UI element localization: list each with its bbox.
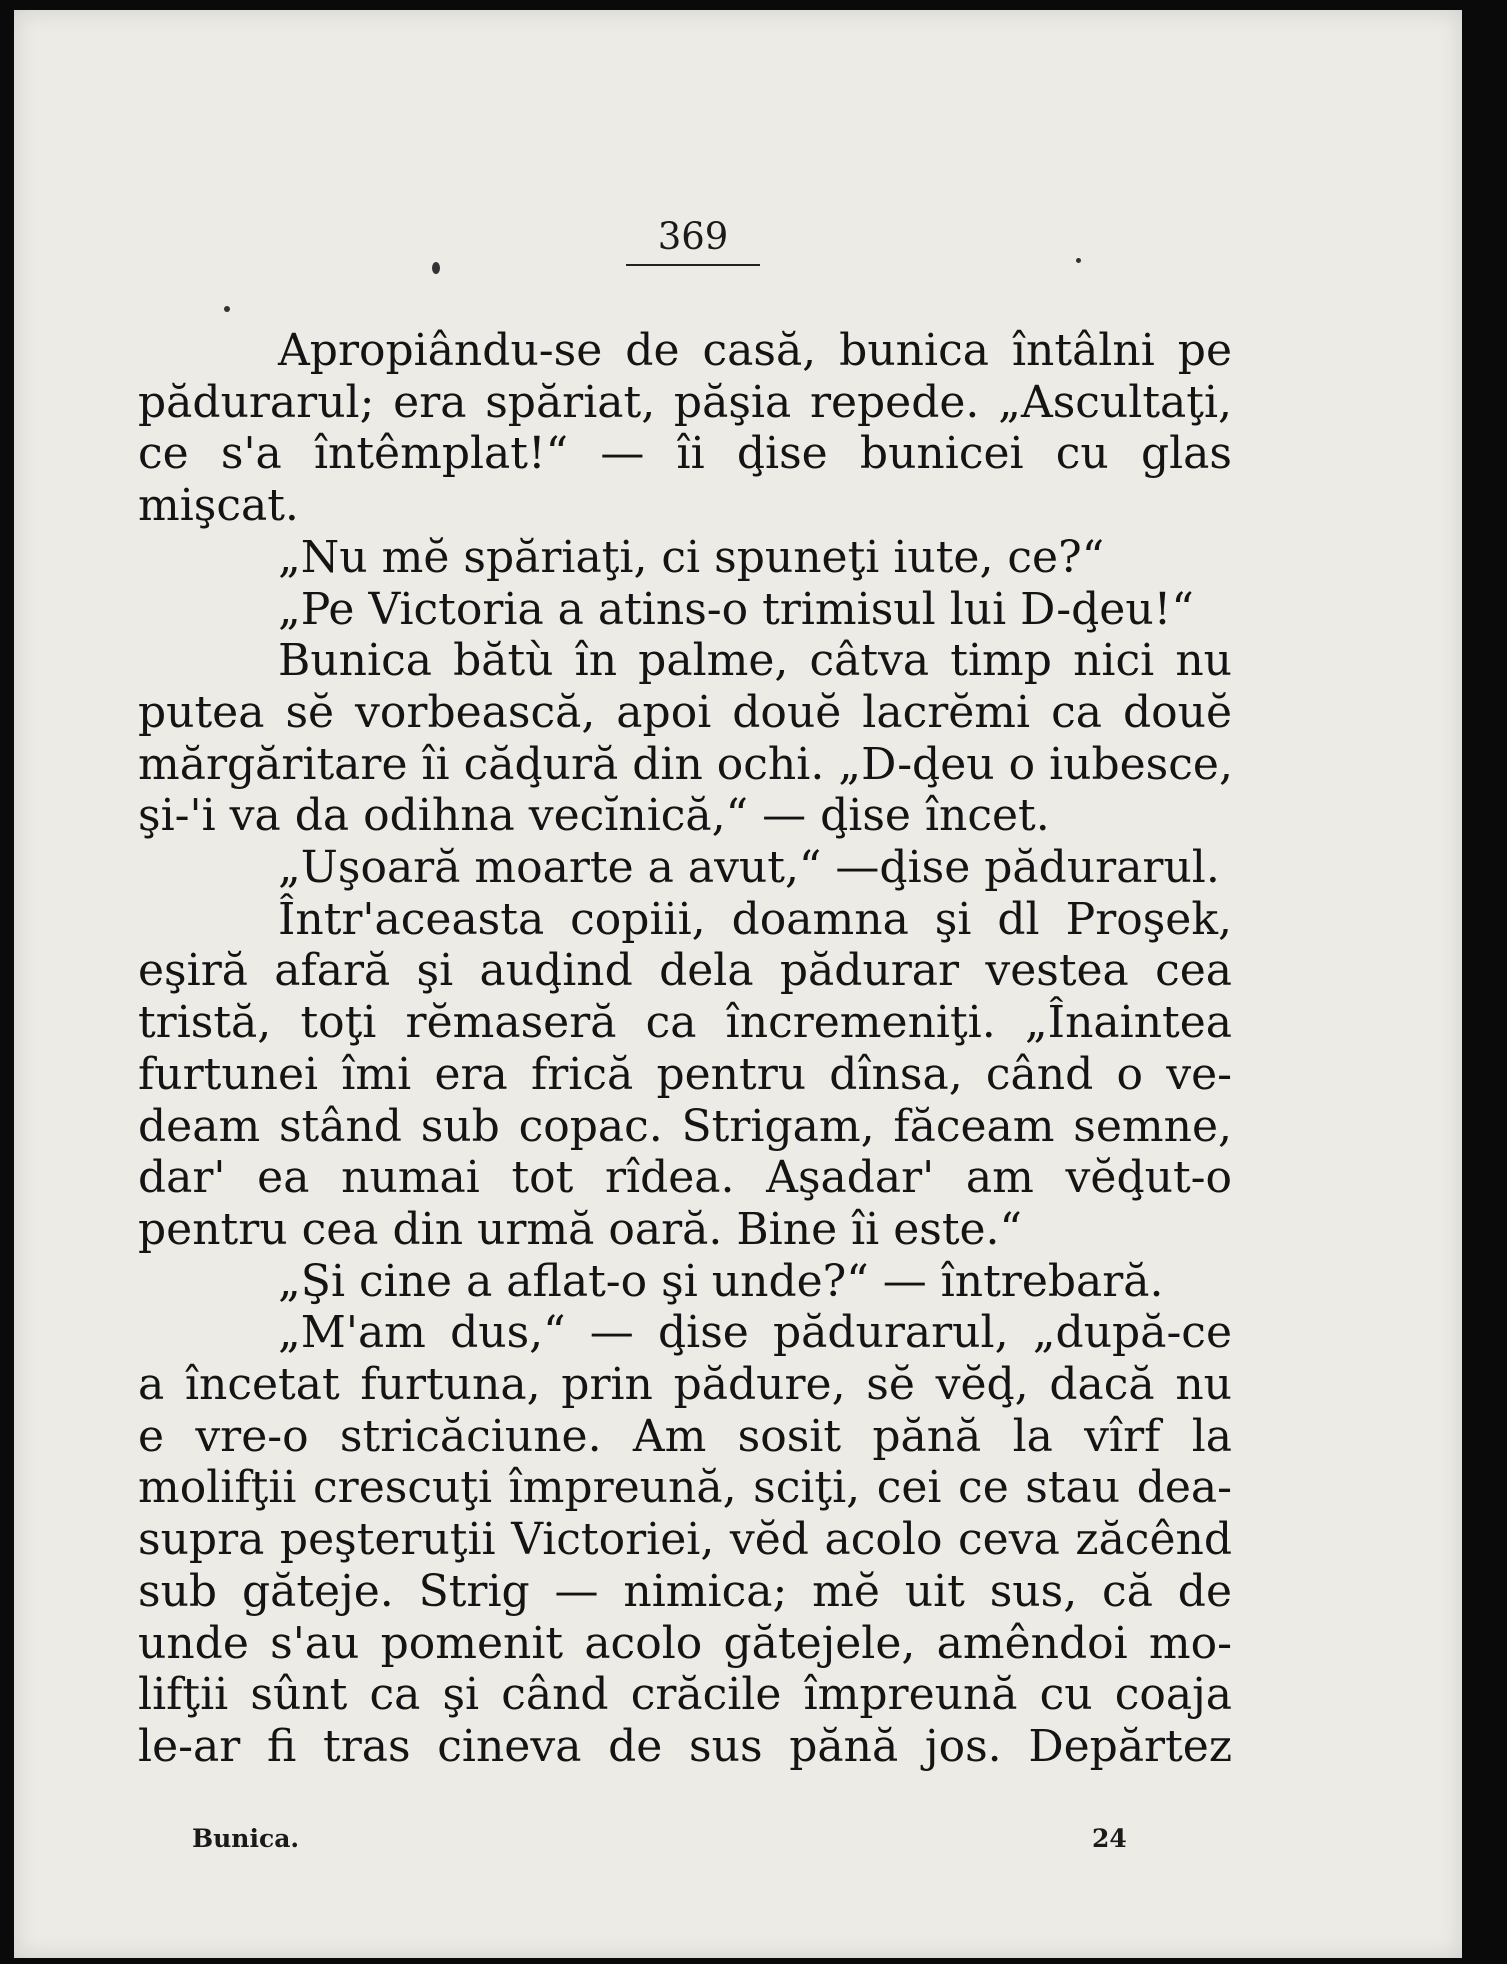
text-line: şi-'i va da odihna vecĭnică,“ — ḑise încet. [138, 790, 1050, 842]
text-line: furtunei îmi era frică pentru dînsa, când o ve- [138, 1048, 1232, 1100]
text-line: molifţii crescuţi împreună, sciţi, cei ce stau dea- [138, 1462, 1232, 1514]
print-speck [1076, 258, 1081, 263]
text-line: ce s'a întêmplat!“ — îi ḑise bunicei cu glas [138, 428, 1232, 480]
text-line: deam stând sub copac. Strigam, făceam semne, [138, 1100, 1232, 1152]
text-line: „M'am dus,“ — ḑise pădurarul, „după-ce [278, 1307, 1232, 1359]
print-speck [432, 262, 440, 274]
text-line: a încetat furtuna, prin pădure, sĕ vĕḑ, dacă nu [138, 1359, 1232, 1411]
text-line: le-ar fi tras cineva de sus pănă jos. Depărtez [138, 1720, 1232, 1772]
text-line: „Nu mĕ spăriaţi, ci spuneţi iute, ce?“ [278, 531, 1105, 583]
text-line: mişcat. [138, 480, 299, 532]
text-line: pentru cea din urmă oară. Bine îi este.“ [138, 1203, 1023, 1255]
text-line: eşiră afară şi auḑind dela pădurar vestea cea [138, 945, 1232, 997]
text-line: tristă, toţi rĕmaseră ca încremeniţi. „Înaintea [138, 997, 1232, 1049]
text-line: Apropiându-se de casă, bunica întâlni pe [278, 325, 1232, 376]
text-line: supra peşteruţii Victoriei, vĕd acolo ceva zăcênd [138, 1514, 1232, 1566]
footer-signature-mark: 24 [1092, 1824, 1127, 1853]
text-line: sub găteje. Strig — nimica; mĕ uit sus, că de [138, 1565, 1232, 1617]
text-line: Bunica bătù în palme, câtva timp nici nu [278, 635, 1232, 687]
text-line: lifţii sûnt ca şi când crăcile împreună cu coaja [138, 1669, 1232, 1721]
text-line: putea sĕ vorbească, apoi douĕ lacrĕmi ca douĕ [138, 686, 1232, 738]
text-line: „Şi cine a aflat-o şi unde?“ — întrebară. [278, 1255, 1164, 1307]
text-line: „Pe Victoria a atins-o trimisul lui D-ḑeu!“ [278, 583, 1194, 635]
page-number: 369 [626, 215, 760, 266]
text-line: unde s'au pomenit acolo gătejele, amêndoi mo- [138, 1617, 1232, 1669]
body-text [138, 325, 1232, 1773]
text-line: e vre-o stricăciune. Am sosit pănă la vîrf la [138, 1410, 1232, 1462]
book-page [14, 10, 1462, 1958]
text-line: dar' ea numai tot rîdea. Aşadar' am vĕḑut-o [138, 1152, 1232, 1204]
text-line: Într'aceasta copiii, doamna şi dl Proşek, [278, 893, 1232, 945]
footer-book-title: Bunica. [192, 1824, 300, 1853]
text-line: mărgăritare îi căḑură din ochi. „D-ḑeu o iubesce, [138, 738, 1233, 790]
text-line: pădurarul; era spăriat, păşia repede. „Ascultaţi, [138, 376, 1232, 428]
print-speck [224, 306, 230, 312]
text-line: „Uşoară moarte a avut,“ —ḑise pădurarul. [278, 842, 1220, 894]
